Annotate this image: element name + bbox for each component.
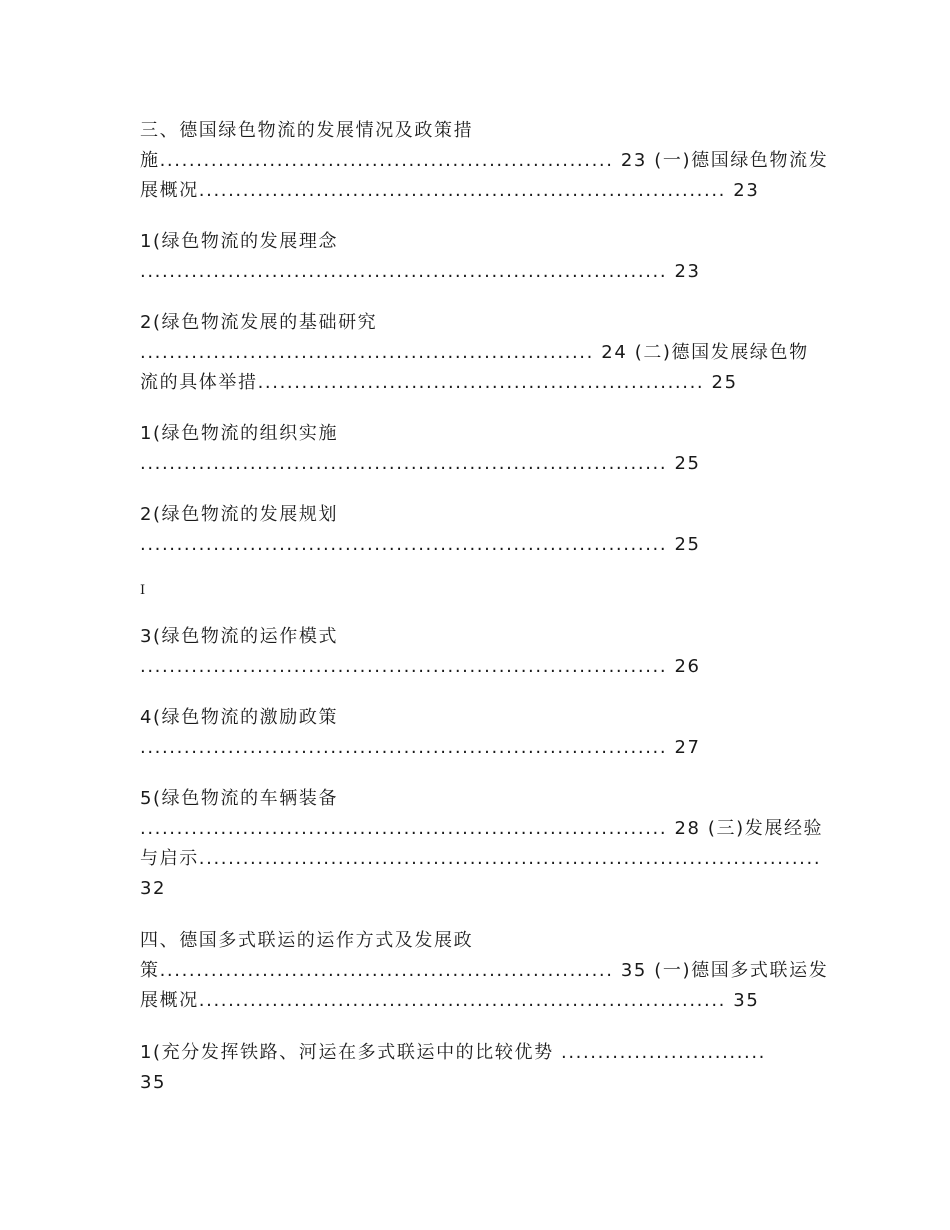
toc-entry xyxy=(140,622,830,682)
toc-line: 展概况........................................................................ 35 xyxy=(140,990,760,1011)
toc-leader-page: ........................................................................ 25 xyxy=(140,534,701,555)
toc-entry-title: 4(绿色物流的激励政策 xyxy=(140,707,339,728)
toc-entry-title: 2(绿色物流发展的基础研究 xyxy=(140,312,378,333)
toc-leader-page: ........................................................................ 23 xyxy=(140,261,701,282)
toc-section-3 xyxy=(140,116,830,206)
toc-entry xyxy=(140,227,830,287)
toc-line: 展概况........................................................................ 23 xyxy=(140,180,760,201)
toc-heading: 三、德国绿色物流的发展情况及政策措 xyxy=(140,120,474,141)
toc-leader-page: ........................................................................ 26 xyxy=(140,656,701,677)
toc-entry-title: 3(绿色物流的运作模式 xyxy=(140,626,339,647)
toc-line: 与启示..................................................................................... xyxy=(140,848,822,869)
toc-entry-title: 1(绿色物流的组织实施 xyxy=(140,423,339,444)
toc-leader-page: ........................................................................ 27 xyxy=(140,737,701,758)
toc-line: 流的具体举措............................................................. 25 xyxy=(140,372,738,393)
toc-leader-page: .............................................................. 24 (二)德国发展绿色物 xyxy=(140,342,809,363)
toc-leader-page: ........................................................................ 25 xyxy=(140,453,701,474)
toc-entry xyxy=(140,703,830,763)
toc-entry xyxy=(140,1038,830,1098)
toc-entry-title: 1(绿色物流的发展理念 xyxy=(140,231,339,252)
toc-entry xyxy=(140,500,830,560)
toc-entry xyxy=(140,784,830,904)
toc-entry-title: 5(绿色物流的车辆装备 xyxy=(140,788,339,809)
toc-heading: 四、德国多式联运的运作方式及发展政 xyxy=(140,930,474,951)
toc-leader-page: ........................................................................ 28 (三)发展经验 xyxy=(140,818,824,839)
toc-page-number: 32 xyxy=(140,878,167,899)
toc-page-number: 35 xyxy=(140,1072,167,1093)
toc-entry xyxy=(140,419,830,479)
toc-entry-title: 2(绿色物流的发展规划 xyxy=(140,504,339,525)
page-number-marker: I xyxy=(140,583,146,598)
toc-line: 施.............................................................. 23 (一)德国绿色物流发 xyxy=(140,150,829,171)
toc-entry xyxy=(140,308,830,398)
toc-section-4 xyxy=(140,926,830,1016)
toc-line: 策.............................................................. 35 (一)德国多式联运发 xyxy=(140,960,829,981)
toc-entry-title: 1(充分发挥铁路、河运在多式联运中的比较优势 ............................ xyxy=(140,1042,767,1063)
